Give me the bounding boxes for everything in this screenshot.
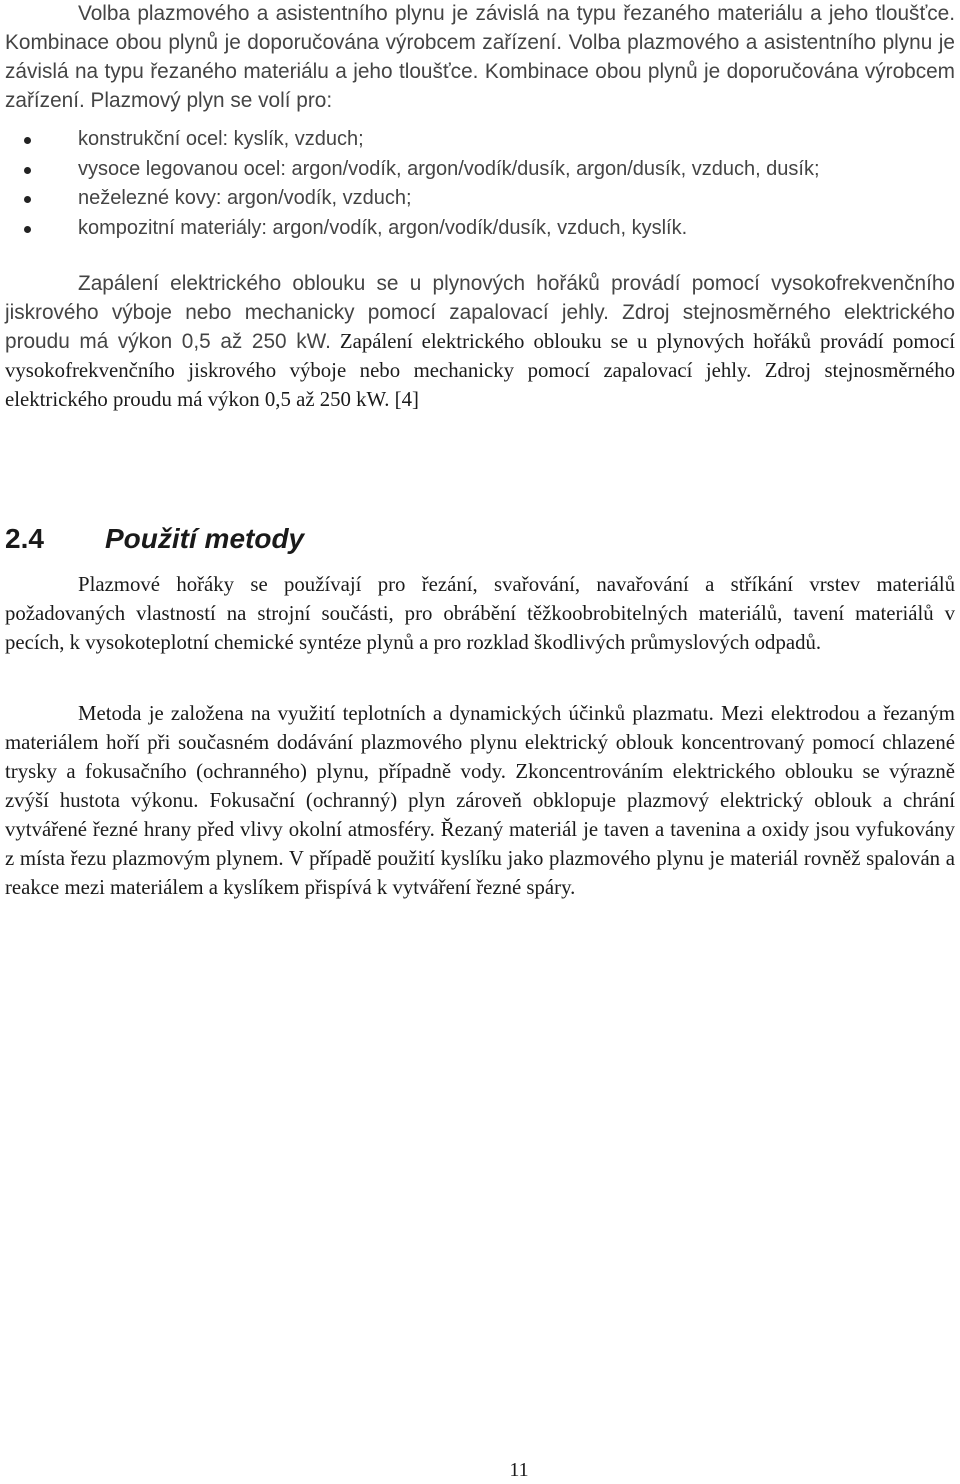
list-item <box>0 125 960 155</box>
ignition-text-serif: Zapálení elektrického oblouku se u plynových hořáků provádí pomocí vysokofrekvenčního jiskrového výboje nebo mechanicky pomocí zapalovací jehly. Zdroj stejnosměrného elektrického proudu má výkon 0,5 až 250 kW. [4] <box>5 330 955 411</box>
method-paragraph: Metoda je založena na využití teplotních a dynamických účinků plazmatu. Mezi elektrodou a řezaným materiálem hoří při současném dodávání plazmového plynu elektrický oblouk koncentrovaný pomocí chlazené trysky a fokusačního (ochranného) plynu, případně vody. Zkoncentrováním elektrického oblouku se výrazně zvýší hustota výkonu. Fokusační (ochranný) plyn zároveň obklopuje plazmový elektrický oblouk a chrání vytvářené řezné hrany před vlivy okolní atmosféry. Řezaný materiál je taven a tavenina a oxidy jsou vyfukovány z místa řezu plazmovým plynem. V případě použití kyslíku jako plazmového plynu je materiál rovněž spalován a reakce mezi materiálem a kyslíkem přispívá k vytváření řezné spáry. <box>5 702 955 899</box>
bullet-icon <box>24 167 31 174</box>
list-item-text: neželezné kovy: argon/vodík, vzduch; <box>78 187 412 209</box>
list-item <box>0 184 960 214</box>
list-item-text: vysoce legovanou ocel: argon/vodík, argon/vodík/dusík, argon/dusík, vzduch, dusík; <box>78 157 820 180</box>
ignition-text-sans: Zapálení elektrického oblouku se u plynových hořáků provádí pomocí vysokofrekvenčního jiskrového výboje nebo mechanicky pomocí zapalovací jehly. Zdroj stejnosměrného elektrického proudu má výkon 0,5 až 250 kW. <box>5 272 955 353</box>
section-number: 2.4 <box>5 523 44 554</box>
bullet-icon <box>24 196 31 203</box>
list-item-text: kompozitní materiály: argon/vodík, argon/vodík/dusík, vzduch, kyslík. <box>78 216 688 239</box>
list-item <box>0 155 960 185</box>
ignition-paragraph <box>5 269 955 414</box>
intro-paragraph: Volba plazmového a asistentního plynu je závislá na typu řezaného materiálu a jeho tloušťce. Kombinace obou plynů je doporučována výrobcem zařízení. Volba plazmového a asistentního plynu je závislá na typu řezaného materiálu a jeho tloušťce. Kombinace obou plynů je doporučována výrobcem zařízení. Plazmový plyn se volí pro: <box>5 2 955 112</box>
plasma-gas-list <box>0 125 960 243</box>
section-heading <box>5 519 304 559</box>
list-item-text: konstrukční ocel: kyslík, vzduch; <box>78 128 364 150</box>
page-number: 11 <box>509 1459 529 1481</box>
usage-paragraph: Plazmové hořáky se používají pro řezání, svařování, navařování a stříkání vrstev materiálů požadovaných vlastností na strojní součásti, pro obrábění těžkoobrobitelných materiálů, tavení materiálů v pecích, k vysokoteplotní chemické syntéze plynů a pro rozklad škodlivých průmyslových odpadů. <box>5 573 955 654</box>
list-item <box>0 214 960 244</box>
section-title: Použití metody <box>105 523 305 554</box>
bullet-icon <box>24 137 31 144</box>
bullet-icon <box>24 226 31 233</box>
